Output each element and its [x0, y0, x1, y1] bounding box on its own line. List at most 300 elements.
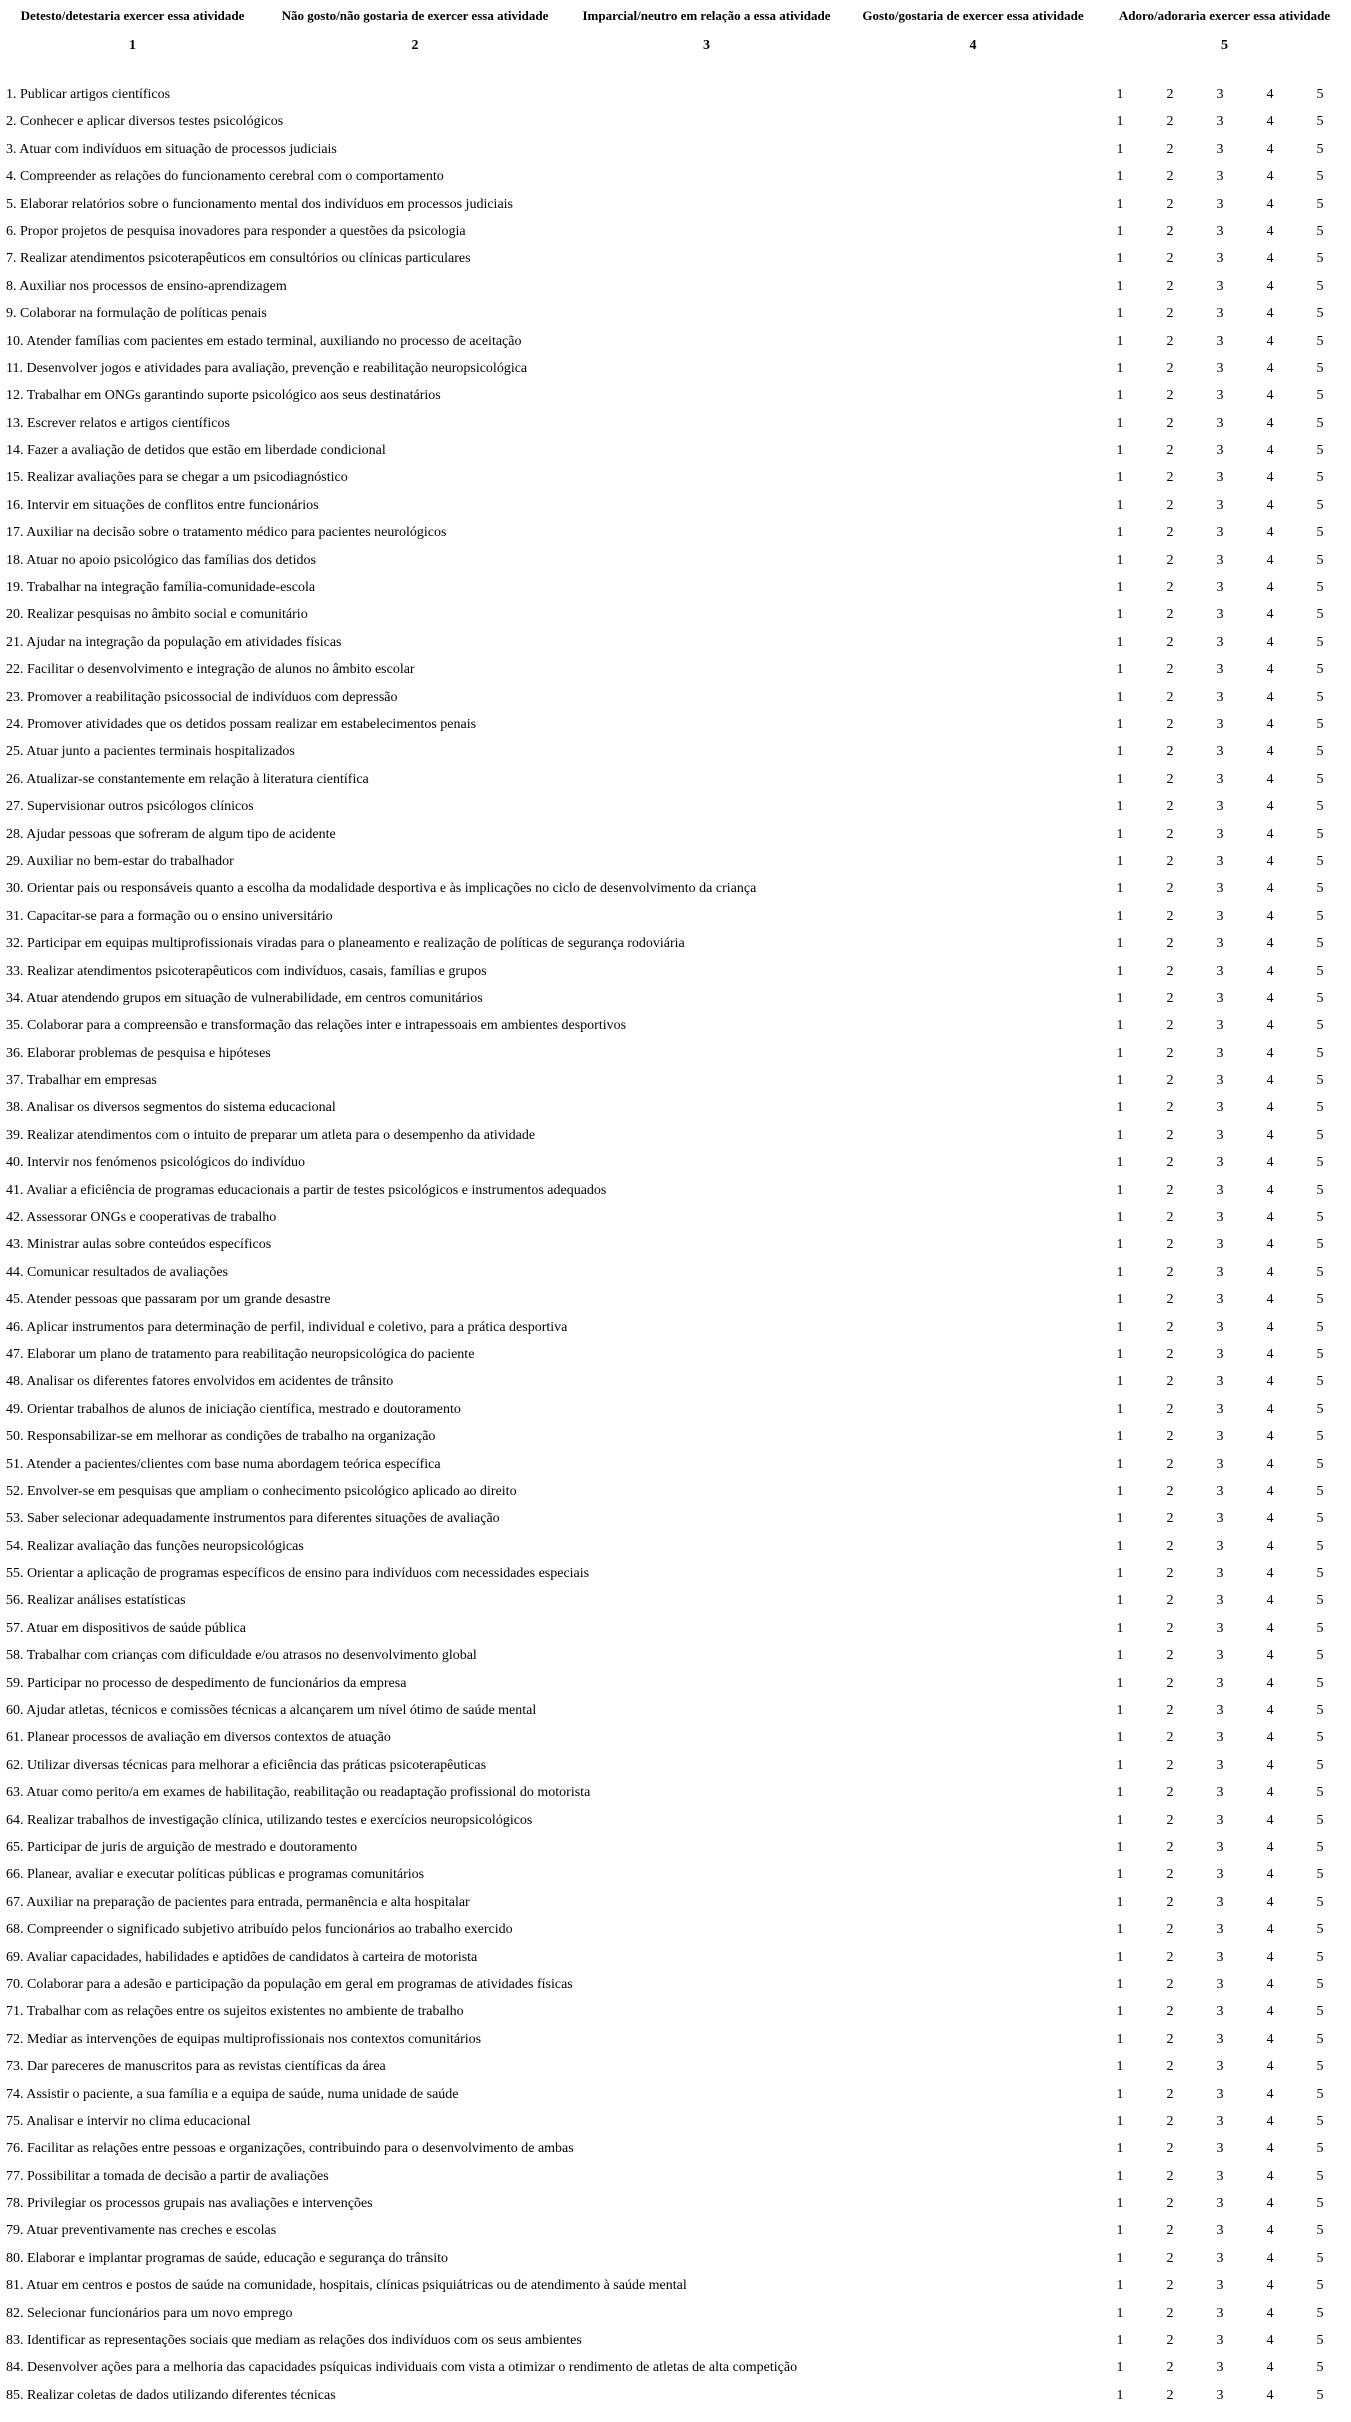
- rating-option-3[interactable]: 3: [1216, 333, 1224, 349]
- rating-option-1[interactable]: 1: [1116, 1785, 1124, 1801]
- rating-option-3[interactable]: 3: [1216, 1894, 1224, 1910]
- rating-option-4[interactable]: 4: [1266, 415, 1274, 431]
- rating-option-3[interactable]: 3: [1216, 1346, 1224, 1362]
- rating-option-4[interactable]: 4: [1266, 607, 1274, 623]
- rating-option-2[interactable]: 2: [1166, 1237, 1174, 1253]
- rating-option-4[interactable]: 4: [1266, 1155, 1274, 1171]
- rating-option-1[interactable]: 1: [1116, 1511, 1124, 1527]
- rating-option-1[interactable]: 1: [1116, 306, 1124, 322]
- rating-option-1[interactable]: 1: [1116, 580, 1124, 596]
- rating-option-3[interactable]: 3: [1216, 1319, 1224, 1335]
- rating-option-5[interactable]: 5: [1316, 2113, 1324, 2129]
- rating-option-2[interactable]: 2: [1166, 1511, 1174, 1527]
- rating-option-3[interactable]: 3: [1216, 251, 1224, 267]
- rating-option-2[interactable]: 2: [1166, 716, 1174, 732]
- rating-option-4[interactable]: 4: [1266, 169, 1274, 185]
- rating-option-1[interactable]: 1: [1116, 1401, 1124, 1417]
- rating-option-2[interactable]: 2: [1166, 1538, 1174, 1554]
- rating-option-1[interactable]: 1: [1116, 771, 1124, 787]
- rating-option-5[interactable]: 5: [1316, 306, 1324, 322]
- rating-option-1[interactable]: 1: [1116, 2305, 1124, 2321]
- rating-option-5[interactable]: 5: [1316, 1264, 1324, 1280]
- rating-option-4[interactable]: 4: [1266, 2305, 1274, 2321]
- rating-option-5[interactable]: 5: [1316, 1456, 1324, 1472]
- rating-option-3[interactable]: 3: [1216, 2305, 1224, 2321]
- rating-option-1[interactable]: 1: [1116, 1648, 1124, 1664]
- rating-option-5[interactable]: 5: [1316, 333, 1324, 349]
- rating-option-5[interactable]: 5: [1316, 2333, 1324, 2349]
- rating-option-3[interactable]: 3: [1216, 1210, 1224, 1226]
- rating-option-5[interactable]: 5: [1316, 2059, 1324, 2075]
- rating-option-2[interactable]: 2: [1166, 1456, 1174, 1472]
- rating-option-1[interactable]: 1: [1116, 388, 1124, 404]
- rating-option-5[interactable]: 5: [1316, 853, 1324, 869]
- rating-option-4[interactable]: 4: [1266, 1182, 1274, 1198]
- rating-option-5[interactable]: 5: [1316, 2250, 1324, 2266]
- rating-option-4[interactable]: 4: [1266, 2223, 1274, 2239]
- rating-option-5[interactable]: 5: [1316, 497, 1324, 513]
- rating-option-2[interactable]: 2: [1166, 1018, 1174, 1034]
- rating-option-2[interactable]: 2: [1166, 744, 1174, 760]
- rating-option-2[interactable]: 2: [1166, 388, 1174, 404]
- rating-option-4[interactable]: 4: [1266, 2333, 1274, 2349]
- rating-option-1[interactable]: 1: [1116, 1429, 1124, 1445]
- rating-option-5[interactable]: 5: [1316, 1703, 1324, 1719]
- rating-option-2[interactable]: 2: [1166, 1620, 1174, 1636]
- rating-option-3[interactable]: 3: [1216, 1785, 1224, 1801]
- rating-option-1[interactable]: 1: [1116, 2031, 1124, 2047]
- rating-option-5[interactable]: 5: [1316, 1237, 1324, 1253]
- rating-option-5[interactable]: 5: [1316, 1319, 1324, 1335]
- rating-option-2[interactable]: 2: [1166, 963, 1174, 979]
- rating-option-1[interactable]: 1: [1116, 936, 1124, 952]
- rating-option-1[interactable]: 1: [1116, 1538, 1124, 1554]
- rating-option-2[interactable]: 2: [1166, 2196, 1174, 2212]
- rating-option-1[interactable]: 1: [1116, 1127, 1124, 1143]
- rating-option-5[interactable]: 5: [1316, 1210, 1324, 1226]
- rating-option-5[interactable]: 5: [1316, 2086, 1324, 2102]
- rating-option-5[interactable]: 5: [1316, 744, 1324, 760]
- rating-option-5[interactable]: 5: [1316, 580, 1324, 596]
- rating-option-2[interactable]: 2: [1166, 1182, 1174, 1198]
- rating-option-1[interactable]: 1: [1116, 1073, 1124, 1089]
- rating-option-1[interactable]: 1: [1116, 689, 1124, 705]
- rating-option-2[interactable]: 2: [1166, 2360, 1174, 2376]
- rating-option-2[interactable]: 2: [1166, 2387, 1174, 2403]
- rating-option-4[interactable]: 4: [1266, 799, 1274, 815]
- rating-option-5[interactable]: 5: [1316, 2223, 1324, 2239]
- rating-option-3[interactable]: 3: [1216, 716, 1224, 732]
- rating-option-4[interactable]: 4: [1266, 388, 1274, 404]
- rating-option-5[interactable]: 5: [1316, 634, 1324, 650]
- rating-option-1[interactable]: 1: [1116, 990, 1124, 1006]
- rating-option-4[interactable]: 4: [1266, 2059, 1274, 2075]
- rating-option-4[interactable]: 4: [1266, 2004, 1274, 2020]
- rating-option-2[interactable]: 2: [1166, 2086, 1174, 2102]
- rating-option-2[interactable]: 2: [1166, 1127, 1174, 1143]
- rating-option-3[interactable]: 3: [1216, 1648, 1224, 1664]
- rating-option-4[interactable]: 4: [1266, 1127, 1274, 1143]
- rating-option-2[interactable]: 2: [1166, 360, 1174, 376]
- rating-option-1[interactable]: 1: [1116, 1894, 1124, 1910]
- rating-option-2[interactable]: 2: [1166, 1210, 1174, 1226]
- rating-option-4[interactable]: 4: [1266, 525, 1274, 541]
- rating-option-1[interactable]: 1: [1116, 2333, 1124, 2349]
- rating-option-4[interactable]: 4: [1266, 1867, 1274, 1883]
- rating-option-5[interactable]: 5: [1316, 1100, 1324, 1116]
- rating-option-1[interactable]: 1: [1116, 1730, 1124, 1746]
- rating-option-4[interactable]: 4: [1266, 826, 1274, 842]
- rating-option-1[interactable]: 1: [1116, 360, 1124, 376]
- rating-option-3[interactable]: 3: [1216, 634, 1224, 650]
- rating-option-1[interactable]: 1: [1116, 1292, 1124, 1308]
- rating-option-1[interactable]: 1: [1116, 278, 1124, 294]
- rating-option-3[interactable]: 3: [1216, 1155, 1224, 1171]
- rating-option-3[interactable]: 3: [1216, 2223, 1224, 2239]
- rating-option-2[interactable]: 2: [1166, 1483, 1174, 1499]
- rating-option-3[interactable]: 3: [1216, 1922, 1224, 1938]
- rating-option-3[interactable]: 3: [1216, 1976, 1224, 1992]
- rating-option-4[interactable]: 4: [1266, 2196, 1274, 2212]
- rating-option-4[interactable]: 4: [1266, 936, 1274, 952]
- rating-option-3[interactable]: 3: [1216, 908, 1224, 924]
- rating-option-5[interactable]: 5: [1316, 1511, 1324, 1527]
- rating-option-4[interactable]: 4: [1266, 2387, 1274, 2403]
- rating-option-5[interactable]: 5: [1316, 1155, 1324, 1171]
- rating-option-2[interactable]: 2: [1166, 114, 1174, 130]
- rating-option-1[interactable]: 1: [1116, 1976, 1124, 1992]
- rating-option-5[interactable]: 5: [1316, 716, 1324, 732]
- rating-option-4[interactable]: 4: [1266, 360, 1274, 376]
- rating-option-1[interactable]: 1: [1116, 1319, 1124, 1335]
- rating-option-5[interactable]: 5: [1316, 388, 1324, 404]
- rating-option-3[interactable]: 3: [1216, 1292, 1224, 1308]
- rating-option-4[interactable]: 4: [1266, 251, 1274, 267]
- rating-option-3[interactable]: 3: [1216, 1593, 1224, 1609]
- rating-option-3[interactable]: 3: [1216, 2168, 1224, 2184]
- rating-option-2[interactable]: 2: [1166, 1894, 1174, 1910]
- rating-option-1[interactable]: 1: [1116, 881, 1124, 897]
- rating-option-2[interactable]: 2: [1166, 826, 1174, 842]
- rating-option-4[interactable]: 4: [1266, 2031, 1274, 2047]
- rating-option-5[interactable]: 5: [1316, 114, 1324, 130]
- rating-option-2[interactable]: 2: [1166, 1292, 1174, 1308]
- rating-option-1[interactable]: 1: [1116, 333, 1124, 349]
- rating-option-2[interactable]: 2: [1166, 169, 1174, 185]
- rating-option-5[interactable]: 5: [1316, 1922, 1324, 1938]
- rating-option-2[interactable]: 2: [1166, 771, 1174, 787]
- rating-option-1[interactable]: 1: [1116, 2004, 1124, 2020]
- rating-option-2[interactable]: 2: [1166, 415, 1174, 431]
- rating-option-3[interactable]: 3: [1216, 2360, 1224, 2376]
- rating-option-2[interactable]: 2: [1166, 1812, 1174, 1828]
- rating-option-5[interactable]: 5: [1316, 2031, 1324, 2047]
- rating-option-2[interactable]: 2: [1166, 1566, 1174, 1582]
- rating-option-4[interactable]: 4: [1266, 1210, 1274, 1226]
- rating-option-5[interactable]: 5: [1316, 662, 1324, 678]
- rating-option-1[interactable]: 1: [1116, 1922, 1124, 1938]
- rating-option-3[interactable]: 3: [1216, 2141, 1224, 2157]
- rating-option-1[interactable]: 1: [1116, 607, 1124, 623]
- rating-option-1[interactable]: 1: [1116, 1566, 1124, 1582]
- rating-option-5[interactable]: 5: [1316, 1730, 1324, 1746]
- rating-option-3[interactable]: 3: [1216, 2059, 1224, 2075]
- rating-option-4[interactable]: 4: [1266, 1757, 1274, 1773]
- rating-option-3[interactable]: 3: [1216, 552, 1224, 568]
- rating-option-4[interactable]: 4: [1266, 2141, 1274, 2157]
- rating-option-3[interactable]: 3: [1216, 1757, 1224, 1773]
- rating-option-2[interactable]: 2: [1166, 662, 1174, 678]
- rating-option-1[interactable]: 1: [1116, 2387, 1124, 2403]
- rating-option-4[interactable]: 4: [1266, 1566, 1274, 1582]
- rating-option-3[interactable]: 3: [1216, 2333, 1224, 2349]
- rating-option-4[interactable]: 4: [1266, 1922, 1274, 1938]
- rating-option-3[interactable]: 3: [1216, 141, 1224, 157]
- rating-option-1[interactable]: 1: [1116, 141, 1124, 157]
- rating-option-5[interactable]: 5: [1316, 169, 1324, 185]
- rating-option-3[interactable]: 3: [1216, 1374, 1224, 1390]
- rating-option-4[interactable]: 4: [1266, 990, 1274, 1006]
- rating-option-4[interactable]: 4: [1266, 1319, 1274, 1335]
- rating-option-4[interactable]: 4: [1266, 1894, 1274, 1910]
- rating-option-2[interactable]: 2: [1166, 2141, 1174, 2157]
- rating-option-3[interactable]: 3: [1216, 415, 1224, 431]
- rating-option-5[interactable]: 5: [1316, 1292, 1324, 1308]
- rating-option-3[interactable]: 3: [1216, 1840, 1224, 1855]
- rating-option-1[interactable]: 1: [1116, 1620, 1124, 1636]
- rating-option-3[interactable]: 3: [1216, 470, 1224, 486]
- rating-option-5[interactable]: 5: [1316, 552, 1324, 568]
- rating-option-4[interactable]: 4: [1266, 1374, 1274, 1390]
- rating-option-3[interactable]: 3: [1216, 1456, 1224, 1472]
- rating-option-5[interactable]: 5: [1316, 826, 1324, 842]
- rating-option-3[interactable]: 3: [1216, 744, 1224, 760]
- rating-option-1[interactable]: 1: [1116, 1210, 1124, 1226]
- rating-option-3[interactable]: 3: [1216, 826, 1224, 842]
- rating-option-5[interactable]: 5: [1316, 2360, 1324, 2376]
- rating-option-5[interactable]: 5: [1316, 2387, 1324, 2403]
- rating-option-3[interactable]: 3: [1216, 87, 1224, 102]
- rating-option-5[interactable]: 5: [1316, 1127, 1324, 1143]
- rating-option-2[interactable]: 2: [1166, 1264, 1174, 1280]
- rating-option-4[interactable]: 4: [1266, 1292, 1274, 1308]
- rating-option-3[interactable]: 3: [1216, 196, 1224, 212]
- rating-option-5[interactable]: 5: [1316, 1045, 1324, 1061]
- rating-option-5[interactable]: 5: [1316, 2305, 1324, 2321]
- rating-option-3[interactable]: 3: [1216, 1675, 1224, 1691]
- rating-option-3[interactable]: 3: [1216, 2250, 1224, 2266]
- rating-option-3[interactable]: 3: [1216, 1073, 1224, 1089]
- rating-option-4[interactable]: 4: [1266, 1346, 1274, 1362]
- rating-option-3[interactable]: 3: [1216, 881, 1224, 897]
- rating-option-2[interactable]: 2: [1166, 2278, 1174, 2294]
- rating-option-2[interactable]: 2: [1166, 1045, 1174, 1061]
- rating-option-1[interactable]: 1: [1116, 497, 1124, 513]
- rating-option-2[interactable]: 2: [1166, 1429, 1174, 1445]
- rating-option-4[interactable]: 4: [1266, 963, 1274, 979]
- rating-option-2[interactable]: 2: [1166, 580, 1174, 596]
- rating-option-1[interactable]: 1: [1116, 1867, 1124, 1883]
- rating-option-3[interactable]: 3: [1216, 1100, 1224, 1116]
- rating-option-2[interactable]: 2: [1166, 1073, 1174, 1089]
- rating-option-1[interactable]: 1: [1116, 908, 1124, 924]
- rating-option-4[interactable]: 4: [1266, 278, 1274, 294]
- rating-option-4[interactable]: 4: [1266, 1264, 1274, 1280]
- rating-option-4[interactable]: 4: [1266, 2113, 1274, 2129]
- rating-option-2[interactable]: 2: [1166, 196, 1174, 212]
- rating-option-5[interactable]: 5: [1316, 990, 1324, 1006]
- rating-option-3[interactable]: 3: [1216, 278, 1224, 294]
- rating-option-2[interactable]: 2: [1166, 2168, 1174, 2184]
- rating-option-3[interactable]: 3: [1216, 443, 1224, 459]
- rating-option-1[interactable]: 1: [1116, 2059, 1124, 2075]
- rating-option-3[interactable]: 3: [1216, 525, 1224, 541]
- rating-option-1[interactable]: 1: [1116, 1264, 1124, 1280]
- rating-option-3[interactable]: 3: [1216, 1182, 1224, 1198]
- rating-option-4[interactable]: 4: [1266, 306, 1274, 322]
- rating-option-5[interactable]: 5: [1316, 278, 1324, 294]
- rating-option-1[interactable]: 1: [1116, 716, 1124, 732]
- rating-option-5[interactable]: 5: [1316, 1894, 1324, 1910]
- rating-option-3[interactable]: 3: [1216, 1483, 1224, 1499]
- rating-option-4[interactable]: 4: [1266, 1429, 1274, 1445]
- rating-option-2[interactable]: 2: [1166, 799, 1174, 815]
- rating-option-4[interactable]: 4: [1266, 196, 1274, 212]
- rating-option-3[interactable]: 3: [1216, 771, 1224, 787]
- rating-option-2[interactable]: 2: [1166, 1976, 1174, 1992]
- rating-option-1[interactable]: 1: [1116, 169, 1124, 185]
- rating-option-1[interactable]: 1: [1116, 223, 1124, 239]
- rating-option-4[interactable]: 4: [1266, 1045, 1274, 1061]
- rating-option-4[interactable]: 4: [1266, 333, 1274, 349]
- rating-option-2[interactable]: 2: [1166, 1949, 1174, 1965]
- rating-option-3[interactable]: 3: [1216, 662, 1224, 678]
- rating-option-1[interactable]: 1: [1116, 2141, 1124, 2157]
- rating-option-4[interactable]: 4: [1266, 470, 1274, 486]
- rating-option-2[interactable]: 2: [1166, 689, 1174, 705]
- rating-option-3[interactable]: 3: [1216, 1538, 1224, 1554]
- rating-option-3[interactable]: 3: [1216, 990, 1224, 1006]
- rating-option-1[interactable]: 1: [1116, 87, 1124, 102]
- rating-option-5[interactable]: 5: [1316, 1840, 1324, 1855]
- rating-option-1[interactable]: 1: [1116, 525, 1124, 541]
- rating-option-1[interactable]: 1: [1116, 443, 1124, 459]
- rating-option-4[interactable]: 4: [1266, 716, 1274, 732]
- rating-option-2[interactable]: 2: [1166, 278, 1174, 294]
- rating-option-5[interactable]: 5: [1316, 963, 1324, 979]
- rating-option-2[interactable]: 2: [1166, 1757, 1174, 1773]
- rating-option-4[interactable]: 4: [1266, 1840, 1274, 1855]
- rating-option-1[interactable]: 1: [1116, 2168, 1124, 2184]
- rating-option-2[interactable]: 2: [1166, 497, 1174, 513]
- rating-option-2[interactable]: 2: [1166, 1593, 1174, 1609]
- rating-option-2[interactable]: 2: [1166, 1155, 1174, 1171]
- rating-option-1[interactable]: 1: [1116, 853, 1124, 869]
- rating-option-4[interactable]: 4: [1266, 2168, 1274, 2184]
- rating-option-4[interactable]: 4: [1266, 497, 1274, 513]
- rating-option-3[interactable]: 3: [1216, 2004, 1224, 2020]
- rating-option-4[interactable]: 4: [1266, 1456, 1274, 1472]
- rating-option-2[interactable]: 2: [1166, 2004, 1174, 2020]
- rating-option-2[interactable]: 2: [1166, 2250, 1174, 2266]
- rating-option-1[interactable]: 1: [1116, 1483, 1124, 1499]
- rating-option-1[interactable]: 1: [1116, 196, 1124, 212]
- rating-option-5[interactable]: 5: [1316, 1374, 1324, 1390]
- rating-option-3[interactable]: 3: [1216, 497, 1224, 513]
- rating-option-3[interactable]: 3: [1216, 936, 1224, 952]
- rating-option-5[interactable]: 5: [1316, 1867, 1324, 1883]
- rating-option-1[interactable]: 1: [1116, 415, 1124, 431]
- rating-option-1[interactable]: 1: [1116, 1703, 1124, 1719]
- rating-option-2[interactable]: 2: [1166, 1374, 1174, 1390]
- rating-option-1[interactable]: 1: [1116, 826, 1124, 842]
- rating-option-5[interactable]: 5: [1316, 881, 1324, 897]
- rating-option-1[interactable]: 1: [1116, 114, 1124, 130]
- rating-option-2[interactable]: 2: [1166, 443, 1174, 459]
- rating-option-5[interactable]: 5: [1316, 525, 1324, 541]
- rating-option-3[interactable]: 3: [1216, 1949, 1224, 1965]
- rating-option-1[interactable]: 1: [1116, 1949, 1124, 1965]
- rating-option-1[interactable]: 1: [1116, 2278, 1124, 2294]
- rating-option-2[interactable]: 2: [1166, 908, 1174, 924]
- rating-option-2[interactable]: 2: [1166, 1703, 1174, 1719]
- rating-option-4[interactable]: 4: [1266, 443, 1274, 459]
- rating-option-4[interactable]: 4: [1266, 1593, 1274, 1609]
- rating-option-3[interactable]: 3: [1216, 799, 1224, 815]
- rating-option-2[interactable]: 2: [1166, 634, 1174, 650]
- rating-option-4[interactable]: 4: [1266, 1648, 1274, 1664]
- rating-option-1[interactable]: 1: [1116, 1100, 1124, 1116]
- rating-option-3[interactable]: 3: [1216, 360, 1224, 376]
- rating-option-4[interactable]: 4: [1266, 2360, 1274, 2376]
- rating-option-1[interactable]: 1: [1116, 1840, 1124, 1855]
- rating-option-1[interactable]: 1: [1116, 1374, 1124, 1390]
- rating-option-2[interactable]: 2: [1166, 1319, 1174, 1335]
- rating-option-4[interactable]: 4: [1266, 881, 1274, 897]
- rating-option-3[interactable]: 3: [1216, 2387, 1224, 2403]
- rating-option-3[interactable]: 3: [1216, 853, 1224, 869]
- rating-option-5[interactable]: 5: [1316, 689, 1324, 705]
- rating-option-1[interactable]: 1: [1116, 2086, 1124, 2102]
- rating-option-1[interactable]: 1: [1116, 2196, 1124, 2212]
- rating-option-4[interactable]: 4: [1266, 114, 1274, 130]
- rating-option-1[interactable]: 1: [1116, 2360, 1124, 2376]
- rating-option-1[interactable]: 1: [1116, 2223, 1124, 2239]
- rating-option-2[interactable]: 2: [1166, 1675, 1174, 1691]
- rating-option-5[interactable]: 5: [1316, 1566, 1324, 1582]
- rating-option-1[interactable]: 1: [1116, 2250, 1124, 2266]
- rating-option-5[interactable]: 5: [1316, 1812, 1324, 1828]
- rating-option-2[interactable]: 2: [1166, 853, 1174, 869]
- rating-option-2[interactable]: 2: [1166, 1648, 1174, 1664]
- rating-option-1[interactable]: 1: [1116, 1346, 1124, 1362]
- rating-option-5[interactable]: 5: [1316, 1620, 1324, 1636]
- rating-option-3[interactable]: 3: [1216, 1703, 1224, 1719]
- rating-option-5[interactable]: 5: [1316, 1073, 1324, 1089]
- rating-option-5[interactable]: 5: [1316, 799, 1324, 815]
- rating-option-5[interactable]: 5: [1316, 2196, 1324, 2212]
- rating-option-4[interactable]: 4: [1266, 223, 1274, 239]
- rating-option-4[interactable]: 4: [1266, 1675, 1274, 1691]
- rating-option-3[interactable]: 3: [1216, 1511, 1224, 1527]
- rating-option-1[interactable]: 1: [1116, 1675, 1124, 1691]
- rating-option-5[interactable]: 5: [1316, 1429, 1324, 1445]
- rating-option-1[interactable]: 1: [1116, 1456, 1124, 1472]
- rating-option-2[interactable]: 2: [1166, 141, 1174, 157]
- rating-option-4[interactable]: 4: [1266, 1511, 1274, 1527]
- rating-option-4[interactable]: 4: [1266, 141, 1274, 157]
- rating-option-2[interactable]: 2: [1166, 990, 1174, 1006]
